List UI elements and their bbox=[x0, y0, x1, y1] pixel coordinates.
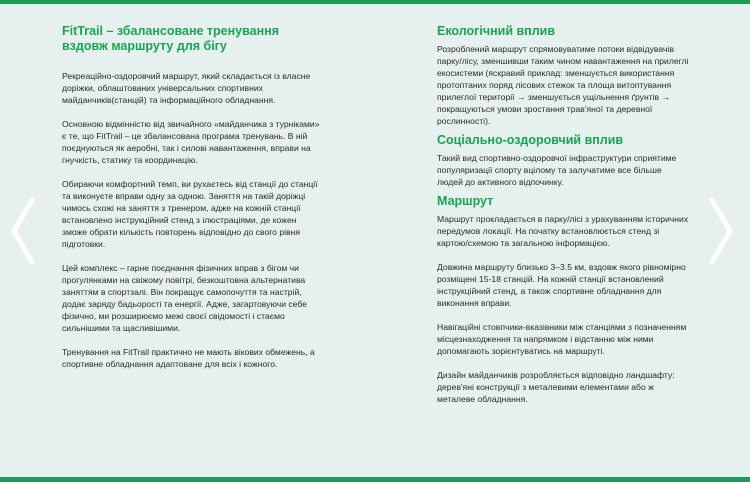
eco-paragraph: Розроблений маршрут спрямовуватиме потоки відвідувачів парку/лісу, зменшивши таким чином навантаження на прилеглі екосистеми (яскравий приклад: зменшується використання протоптаних поряд лісових стежок та площа витоптування прилеглої території → зменшується ущільнення ґрунтів → покращуються умови зростання трав'яної та деревної рослинності). bbox=[437, 44, 689, 126]
left-column bbox=[62, 24, 320, 382]
eco-heading: Екологічний вплив bbox=[437, 24, 556, 38]
right-column bbox=[437, 24, 689, 417]
route-heading: Маршрут bbox=[437, 194, 494, 208]
chevron-right-icon bbox=[706, 196, 736, 266]
social-heading: Соціально-оздоровчий вплив bbox=[437, 133, 624, 147]
top-accent-bar bbox=[0, 0, 750, 4]
next-page-button[interactable] bbox=[706, 196, 736, 266]
page-title: FitTrail – збалансоване тренування вздовж маршруту для бігу bbox=[62, 24, 280, 53]
design-paragraph: Дизайн майданчиків розробляється відповідно ландшафту: дерев'яні конструкції з металевими елементами або ж металеве обладнання. bbox=[437, 370, 675, 404]
bottom-accent-bar bbox=[0, 477, 750, 482]
prev-page-button[interactable] bbox=[8, 196, 38, 266]
benefits-paragraph: Цей комплекс – гарне поєднання фізичних вправ з бігом чи прогулянками на свіжому повітрі, безкоштовна альтернатива заняттям в спортзалі. Він покращує самопочуття та настрій, додає заряду бадьорості та енергії. Адже, загартовуючи себе фізично, ми розширюємо межі своєї свідомості і стаємо сильнішими та щасливішими. bbox=[62, 263, 307, 333]
navigation-paragraph: Навігаційні стовпчики-вказівники між станціями з позначенням місцезнаходження та напрямком і відстанню між ними допомагають зорієнтуватись на маршруті. bbox=[437, 322, 687, 356]
age-paragraph: Тренування на FitTrail практично не мають вікових обмежень, а спортивне обладнання адаптоване для всіх і кожного. bbox=[62, 347, 315, 369]
chevron-left-icon bbox=[8, 196, 38, 266]
route-paragraph: Маршрут прокладається в парку/лісі з урахуванням історичних передумов локації. На початку встановлюється стенд зі картою/схемою та загальною інформацією. bbox=[437, 214, 689, 248]
social-paragraph: Такий вид спортивно-оздоровчої інфраструктури сприятиме популяризації спорту вцілому та залучатиме все більше людей до активного відпочинку. bbox=[437, 153, 677, 187]
intro-paragraph: Рекреаційно-оздоровчий маршрут, який складається із власне доріжки, облаштованих універсальних спортивних майданчиків(станцій) та інформаційного обладнання. bbox=[62, 71, 311, 105]
pace-paragraph: Обираючи комфортний темп, ви рухаєтесь від станції до станції та виконуєте вправи одну за одною. Заняття на такій доріжці чимось схожі на заняття з тренером, адже на кожній станції встановлено інструкційний стенд з ілюстраціями, де кожен зможе обрати кількість повторень відповідно до свого рівня підготовки. bbox=[62, 179, 318, 249]
length-paragraph: Довжина маршруту близько 3–3.5 км, вздовж якого рівномірно розміщені 15-18 станцій. На кожній станції встановлений інструкційний стенд, а також спортивне обладнання для виконання вправи. bbox=[437, 262, 686, 308]
difference-paragraph: Основною відмінністю від звичайного «майданчика з турніками» є те, що FitTrail – це збалансована програма тренувань. В ній поєднуються як аеробні, так і силові навантаження, вправи на гнучкість, статику та координацію. bbox=[62, 119, 320, 165]
